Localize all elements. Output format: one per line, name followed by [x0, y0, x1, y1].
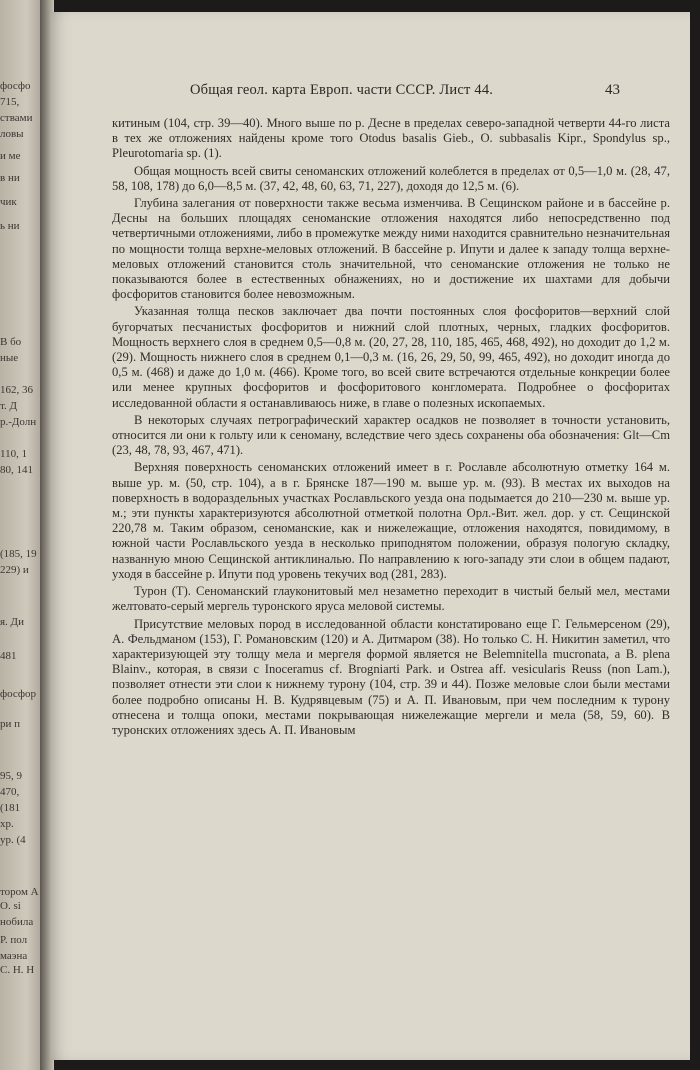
- left-page-fragment: маэна: [0, 950, 28, 962]
- left-page-fragment: ур. (4: [0, 834, 26, 846]
- left-page-fragment: р.-Долн: [0, 416, 37, 428]
- left-page-fragment: ные: [0, 352, 19, 364]
- paragraph: Верхняя поверхность сеноманских отложений имеет в г. Рославле абсолютную отметку 164 м. выше ур. м. (50, стр. 104), а в г. Брянске 187—190 м. выше ур. м. (93). В местах их выходов на поверхность в водораздельных участках Рославльского уезда она подымается до 210—230 м. выше ур. м.; эти пункты характеризуются абсолютной отметкой полотна Орл.-Вит. жел. дор. у ст. Сещинской 220,78 м. Таким образом, сеноманские, как и нижележащие, отложения находятся, повидимому, в южной части Рославльского уезда в несколько приподнятом положении, образуя пологую складку, названную мною Сещинской антиклиналью. По направлению к юго-западу эти слои в общем падают, уходя в бассейне р. Ипути под уровень текучих вод (281, 283).: [112, 460, 670, 581]
- left-page-fragment: 110, 1: [0, 448, 28, 460]
- page-number: 43: [605, 82, 620, 98]
- header-title: Общая геол. карта Европ. части СССР. Лист 44.: [190, 82, 494, 98]
- body-text: [112, 116, 670, 740]
- left-page-fragment: хр.: [0, 818, 14, 830]
- left-page-fragment: 470,: [0, 786, 20, 798]
- left-page-fragment: фосфо: [0, 80, 31, 92]
- left-page-fragment: нобила: [0, 916, 34, 928]
- left-page-fragment: в ни: [0, 172, 20, 184]
- left-page-fragment: тором А: [0, 886, 39, 898]
- left-page-fragment: я. Ди: [0, 616, 24, 628]
- left-page-fragment: фосфор: [0, 688, 37, 700]
- paragraph: Турон (T). Сеноманский глауконитовый мел незаметно переходит в чистый белый мел, местами желтовато-серый мергель туронского яруса меловой системы.: [112, 584, 670, 614]
- left-page-fragment: 481: [0, 650, 17, 662]
- left-page-fragment: С. Н. Н: [0, 964, 35, 976]
- running-header: [140, 82, 660, 104]
- left-page-fragment: 229) и: [0, 564, 29, 576]
- paragraph: Присутствие меловых пород в исследованной области констатировано еще Г. Гельмерсеном (29), А. Фельдманом (153), Г. Романовским (120) и А. Дитмаром (38). Но только С. Н. Никитин заметил, что характеризующей эту толщу мела и мергеля формой является не Belemnitella mucronata, а B. plena Blainv., которая, в связи с Inoceramus cf. Brogniarti Park. и Ostrea aff. vesicularis Reuss (non Lam.), позволяет отнести эти слои к нижнему турону (104, стр. 39 и 44). Позже меловые слои были местами более подробно описаны Н. В. Кудрявцевым (75) и А. П. Ивановым, при чем последним к турону отнесена и толща опоки, местами покрывающая нижележащие мергели и мела (58, 59, 60). В туронских отложениях здесь А. П. Ивановым: [112, 616, 670, 737]
- left-page-fragment: ри п: [0, 718, 21, 730]
- paragraph: В некоторых случаях петрографический характер осадков не позволяет в точности установить, относится ли они к гольту или к сеноману, вследствие чего здесь сохранены оба обозначения: Glt—Cm (23, 48, 78, 93, 467, 471).: [112, 412, 670, 458]
- paragraph: Указанная толща песков заключает два почти постоянных слоя фосфоритов—верхний слой бугорчатых песчанистых фосфоритов и нижний слой плотных, черных, гладких фосфоритов. Мощность верхнего слоя в среднем 0,5—0,8 м. (20, 27, 28, 110, 185, 465, 468, 492), но доходит до 1,2 м. (29). Мощность нижнего слоя в среднем 0,1—0,3 м. (16, 26, 29, 50, 99, 465, 492), но доходит иногда до 0,5 м. (468) и даже до 1,0 м. (466). Кроме того, во всей свите встречаются отдельные конкреции более или менее крупных фосфоритов и фосфоритового конгломерата. Подробнее о фосфоритах исследованной области я останавливаюсь ниже, в главе о полезных ископаемых.: [112, 304, 670, 410]
- left-page-fragment: чик: [0, 196, 17, 208]
- left-page-fragment: ь ни: [0, 220, 20, 232]
- left-page-fragment: 80, 141: [0, 464, 33, 476]
- paragraph: Общая мощность всей свиты сеноманских отложений колеблется в пределах от 0,5—1,0 м. (28, 47, 58, 108, 178) до 6,0—8,5 м. (37, 42, 48, 60, 63, 71, 227), доходя до 12,5 м. (6).: [112, 163, 670, 193]
- paragraph: китиным (104, стр. 39—40). Много выше по р. Десне в пределах северо-западной четверти 44-го листа в тех же отложениях найдены кроме того Otodus basalis Gieb., O. subbasalis Kipr., Spondylus sp., Pleurotomaria sp. (1).: [112, 116, 670, 161]
- paragraph: Глубина залегания от поверхности также весьма изменчива. В Сещинском районе и в бассейне р. Десны на больших площадях сеноманские отложения находятся либо непосредственно под четвертичными отложениями, либо в промежутке между ними находится сравнительно незначительная по мощности толща верхне-меловых отложений. В бассейне р. Ипути и далее к западу толща верхне-меловых отложений становится столь значительной, что сеноманские отложения не только не показываются более в естественных обнажениях, но и достижение их шахтами для добычи фосфоритов становится более невозможным.: [112, 196, 670, 302]
- left-page-fragment: P. пол: [0, 934, 28, 946]
- left-page-fragment: 95, 9: [0, 770, 22, 782]
- left-page-fragment: ловы: [0, 128, 24, 140]
- left-page-fragment: (185, 19: [0, 548, 37, 560]
- left-page-fragment: В бо: [0, 336, 22, 348]
- left-page-fragment: 162, 36: [0, 384, 33, 396]
- left-page-fragment: ствами: [0, 112, 33, 124]
- left-page-fragment: (181: [0, 802, 21, 814]
- left-page-edge: [0, 0, 44, 1070]
- left-page-fragment: 715,: [0, 96, 20, 108]
- left-page-fragment: и ме: [0, 150, 21, 162]
- left-page-fragment: т. Д: [0, 400, 17, 412]
- book-page: [50, 12, 690, 1060]
- left-page-fragment: O. si: [0, 900, 21, 912]
